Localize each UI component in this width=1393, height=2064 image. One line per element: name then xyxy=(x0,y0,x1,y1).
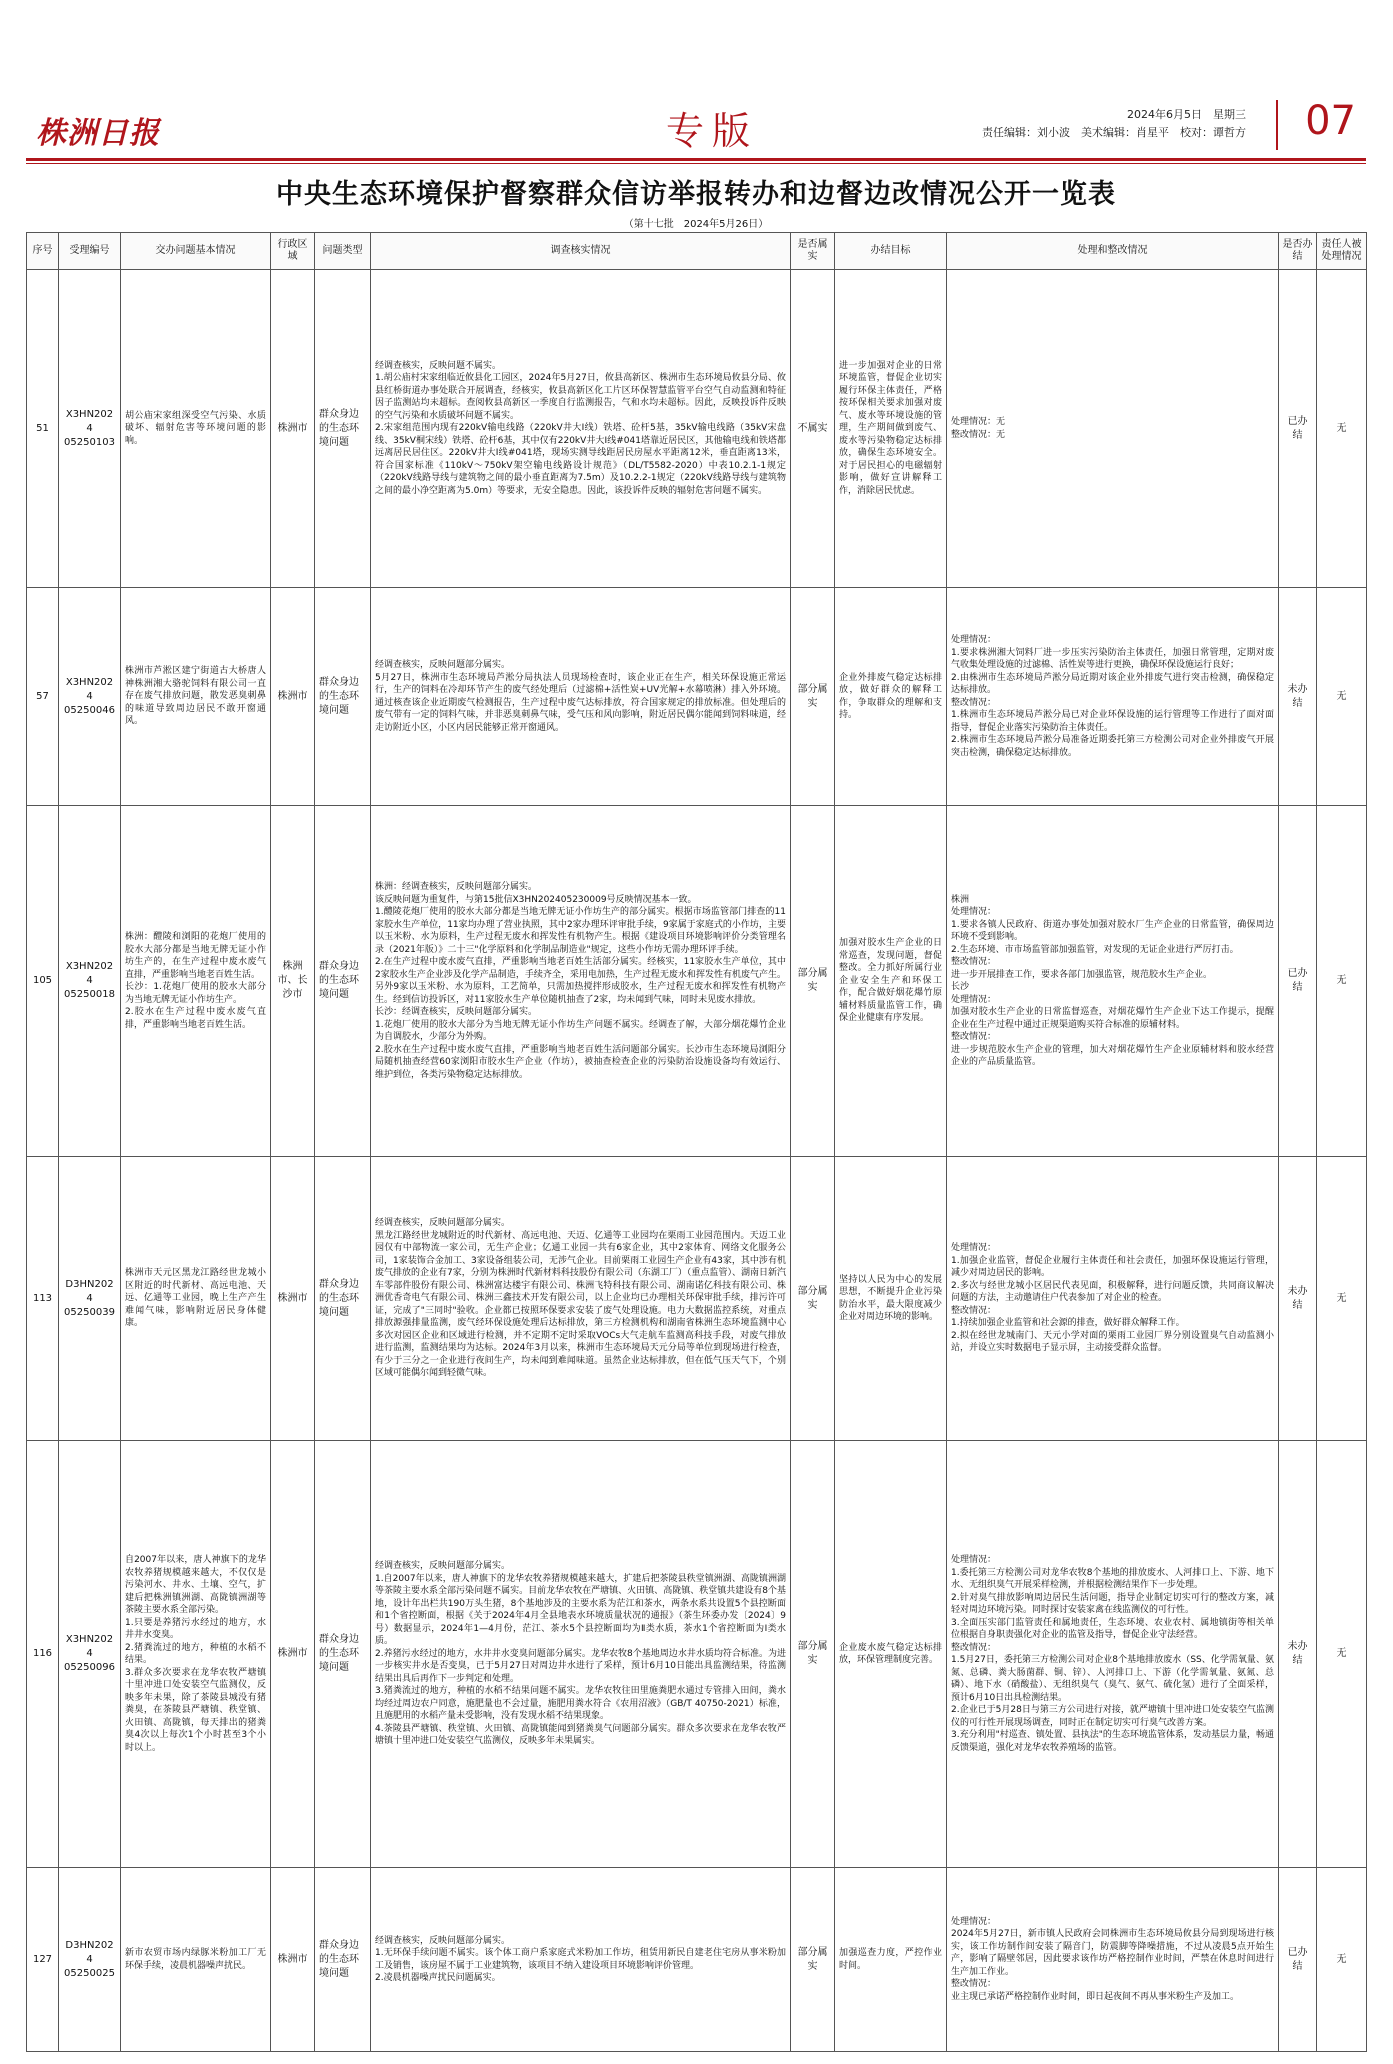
cell-done: 已办结 xyxy=(1279,270,1317,588)
header-no: 序号 xyxy=(27,233,59,270)
header-goal: 办结目标 xyxy=(835,233,947,270)
cell-done: 已办结 xyxy=(1279,1868,1317,2052)
cell-issue: 新市农贸市场内绿豚米粉加工厂无环保手续，凌晨机器噪声扰民。 xyxy=(125,1948,266,1971)
cell-handling: 处理情况： 1.要求株洲湘大饲料厂进一步压实污染防治主体责任，加强日常管理，定期对废气收集处理设施的过滤棉、活性炭等进行更换，确保环保设施运行良好； 2.由株洲市生态环境局芦淞分局近期对该企业外排废气进行突击检测，确保稳定达标排放。 整改情况： 1.株洲市生态环境局芦淞分局已对企业环保设施的运行管理等工作进行了面对面指导，督促企业落实污染防治主体责任。 2.株洲市生态环境局芦淞分局准备近期委托第三方检测公司对企业外排废气开展突击检测，确保稳定达标排放。 xyxy=(951,635,1274,758)
cell-punish: 无 xyxy=(1317,1441,1367,1868)
cell-handling: 处理情况：无 整改情况：无 xyxy=(951,417,1006,440)
header-punish: 责任人被处理情况 xyxy=(1317,233,1367,270)
cell-done: 已办结 xyxy=(1279,806,1317,1157)
cell-real: 不属实 xyxy=(791,270,835,588)
cell-issue: 株洲市天元区黑龙江路经世龙城小区附近的时代新材、高远电池、天远、亿通等工业园，晚上生产产生难闻气味，影响附近居民身体健康。 xyxy=(125,1268,266,1329)
cell-issue: 株洲：醴陵和浏阳的花炮厂使用的胶水大部分都是当地无牌无证小作坊生产的，在生产过程中废水废气直排，严重影响当地老百姓生活。 长沙：1.花炮厂使用的胶水大部分为当地无牌无证小作坊生产。 2.胶水在生产过程中废水废气直排，严重影响当地老百姓生活。 xyxy=(125,932,266,1030)
cell-code: X3HN2024 05250046 xyxy=(59,588,121,806)
cell-region: 株洲市、长沙市 xyxy=(271,806,315,1157)
masthead-rule-thin xyxy=(26,163,1366,164)
header-code: 受理编号 xyxy=(59,233,121,270)
cell-no: 57 xyxy=(27,588,59,806)
cell-handling: 株洲 处理情况： 1.要求各镇人民政府、街道办事处加强对胶水厂生产企业的日常监管，确保周边环境不受到影响。 2.生态环境、市市场监管部加强监管，对发现的无证企业进行严厉打击。 整改情况： 进一步开展排查工作，要求各部门加强监管，规范胶水生产企业。 长沙 处理情况： 加强对胶水生产企业的日常监督巡查，对烟花爆竹生产企业下达工作提示，提醒企业在生产过程中通过正规渠道购买符合标准的原辅材料。 整改情况： 进一步规范胶水生产企业的管理，加大对烟花爆竹生产企业原辅材料和胶水经营企业的产品质量监管。 xyxy=(951,894,1274,1067)
cell-punish: 无 xyxy=(1317,1157,1367,1441)
header-issue: 交办问题基本情况 xyxy=(121,233,271,270)
masthead-divider xyxy=(1276,100,1278,150)
complaints-table xyxy=(26,232,1367,2052)
cell-punish: 无 xyxy=(1317,588,1367,806)
cell-goal: 进一步加强对企业的日常环境监管，督促企业切实履行环保主体责任，严格按环保相关要求加强对废气、废水等环境设施的管理，生产期间做到废气、废水等污染物稳定达标排放，确保生态环境安全。对于居民担心的电磁辐射影响，做好宣讲解释工作，消除居民忧虑。 xyxy=(839,360,942,496)
cell-done: 未办结 xyxy=(1279,588,1317,806)
cell-investigation: 株洲：经调查核实，反映问题部分属实。 该反映问题为重复件，与第15批信X3HN202405230009号反映情况基本一致。 1.醴陵花炮厂使用的胶水大部分都是当地无牌无证小作坊生产的部分属实。根据市场监管部门排查的11家胶水生产单位，11家均办理了营业执照，其中2家办理环评审批手续，9家属于家庭式的小作坊，主要以玉米粉、水为原料，生产过程无废水和挥发性有机物产生。根据《建设项目环境影响评价分类管理名录（2021年版）》二十三"化学原料和化学制品制造业"规定，这些小作坊无需办理环评手续。 2.在生产过程中废水废气直排，严重影响当地老百姓生活部分属实。经核实，11家胶水生产单位，其中2家胶水生产企业涉及化学产品制造，手续齐全，采用电加热，生产过程无废水和挥发性有机废气产生。另外9家以玉米粉、水为原料，工艺简单，只需加热搅拌形成胶水，生产过程无废水和挥发性有机物产生。经到信访投诉区，对11家胶水生产单位随机抽查了2家，均未闻到气味，同时未见废水排放。 长沙：经调查核实，反映问题部分属实。 1.花炮厂使用的胶水大部分为当地无牌无证小作坊生产问题不属实。经调查了解，大部分烟花爆竹企业为自调胶水，少部分为外购。 2.胶水在生产过程中废水废气直排，严重影响当地老百姓生活问题部分属实。长沙市生态环境局浏阳分局随机抽查经营60家浏阳市胶水生产企业（作坊），被抽查检查企业的污染防治设施设备均有效运行、维护到位，各类污染物稳定达标排放。 xyxy=(375,882,786,1080)
cell-real: 部分属实 xyxy=(791,1868,835,2052)
newspaper-logo: 株洲日报 xyxy=(36,116,160,151)
header-real: 是否属实 xyxy=(791,233,835,270)
header-handling: 处理和整改情况 xyxy=(947,233,1279,270)
cell-no: 51 xyxy=(27,270,59,588)
cell-issue: 株洲市芦淞区建宁街道古大桥唐人神株洲湘大骆驼饲料有限公司一直存在废气排放问题，散发恶臭刺鼻的味道导致周边居民不敢开窗通风。 xyxy=(125,666,266,727)
cell-region: 株洲市 xyxy=(271,588,315,806)
table-row xyxy=(27,806,1367,1157)
section-title: 专版 xyxy=(666,109,759,153)
cell-region: 株洲市 xyxy=(271,1157,315,1441)
cell-no: 105 xyxy=(27,806,59,1157)
table-subtitle: （第十七批 2024年5月26日） xyxy=(623,219,769,230)
cell-real: 部分属实 xyxy=(791,1157,835,1441)
cell-punish: 无 xyxy=(1317,270,1367,588)
cell-code: X3HN2024 05250018 xyxy=(59,806,121,1157)
cell-code: X3HN2024 05250096 xyxy=(59,1441,121,1868)
cell-investigation: 经调查核实，反映问题部分属实。 黑龙江路经世龙城附近的时代新材、高远电池、天迈、亿通等工业园均在栗雨工业园范围内。天迈工业园仅有中部物流一家公司，无生产企业；亿通工业园一共有6家企业，其中2家体育、网络文化服务公司，1家装饰合金加工、3家设备组装公司，无涉气企业。目前栗雨工业园生产企业有43家，其中涉有机废气排放的企业有7家，分别为株洲时代新材料科技股份有限公司（东湖工厂）（重点监管）、湖南日新汽车零部件股份有限公司、株洲富达楼宇有限公司、株洲飞特科技有限公司、湖南诺亿科技有限公司、株洲优香奇电气有限公司、株洲三鑫技术开发有限公司，以上企业均已办理相关环保审批手续，排污许可证，完成了"三同时"验收。企业都已按照环保要求安装了废气处理设施。电力大数据监控系统，对重点排放源强排量监测，废气经环保设施处理后达标排放，第三方检测机构和湖南省株洲生态环境监测中心多次对园区企业和区域进行检测，并不定期不定时采取VOCs大气走航车监测高科技手段，对废气排放进行监测，监测结果均为达标。2024年3月以来，株洲市生态环境局天元分局等单位到现场进行检查，有少于三分之一企业进行夜间生产，均未闻到难闻味道。虽然企业达标排放，但在低气压天气下，个别区域可能偶尔闻到轻微气味。 xyxy=(375,1218,786,1379)
page-number: 07 xyxy=(1305,98,1356,144)
issue-meta xyxy=(982,106,1246,142)
table-row xyxy=(27,270,1367,588)
cell-done: 未办结 xyxy=(1279,1441,1317,1868)
cell-code: D3HN2024 05250039 xyxy=(59,1157,121,1441)
cell-no: 113 xyxy=(27,1157,59,1441)
cell-type: 群众身边的生态环境问题 xyxy=(315,1441,371,1868)
cell-real: 部分属实 xyxy=(791,1441,835,1868)
cell-type: 群众身边的生态环境问题 xyxy=(315,270,371,588)
header-type: 问题类型 xyxy=(315,233,371,270)
cell-no: 127 xyxy=(27,1868,59,2052)
table-row xyxy=(27,1868,1367,2052)
table-row xyxy=(27,588,1367,806)
cell-type: 群众身边的生态环境问题 xyxy=(315,1868,371,2052)
cell-investigation: 经调查核实，反映问题部分属实。 1.无环保手续问题不属实。该个体工商户系家庭式米粉加工作坊，租赁用新民自建老住宅房从事米粉加工及销售，该房屋不属于工业建筑物，该项目不纳入建设项目环境影响评价管理。 2.凌晨机器噪声扰民问题属实。 xyxy=(375,1935,786,1983)
cell-real: 部分属实 xyxy=(791,806,835,1157)
cell-type: 群众身边的生态环境问题 xyxy=(315,588,371,806)
masthead-rule xyxy=(26,158,1366,161)
cell-issue: 胡公庙宋家组深受空气污染、水质破坏、辐射危害等环境问题的影响。 xyxy=(125,410,266,446)
cell-handling: 处理情况： 1.加强企业监管，督促企业履行主体责任和社会责任，加强环保设施运行管理，减少对周边居民的影响。 2.多次与经世龙城小区居民代表见面，积极解释，进行问题反馈，共同商议解决问题的方法，主动邀请住户代表参加了对企业的检查。 整改情况： 1.持续加强企业监管和社会源的排查，做好群众解释工作。 2.拟在经世龙城南门、天元小学对面的栗雨工业园厂界分别设置臭气自动监测小站，并设立实时数据电子显示屏，主动接受群众监督。 xyxy=(951,1243,1274,1354)
cell-goal: 企业外排废气稳定达标排放，做好群众的解释工作，争取群众的理解和支持。 xyxy=(839,672,942,720)
cell-investigation: 经调查核实，反映问题部分属实。 5月27日，株洲市生态环境局芦淞分局执法人员现场检查时，该企业正在生产，相关环保设施正常运行，生产的饲料在冷却环节产生的废气经处理后（过滤棉+活性炭+UV光解+水幕喷淋）排入外环境。通过核查该企业近期废气检测报告，生产过程中废气达标排放，符合国家规定的排放标准。但处理后的废气带有一定的饲料气味，并非恶臭刺鼻气味，受气压和风向影响，附近居民偶尔能闻到饲料味道，经走访附近小区，小区内居民能够正常开窗通风。 xyxy=(375,660,786,733)
cell-goal: 加强对胶水生产企业的日常巡查，发现问题，督促整改。全力抓好所属行业企业安全生产和环保工作，配合做好烟花爆竹原辅材料质量监管工作，确保企业健康有序发展。 xyxy=(839,938,942,1024)
header-done: 是否办结 xyxy=(1279,233,1317,270)
cell-goal: 企业废水废气稳定达标排放，环保管理制度完善。 xyxy=(839,1642,942,1665)
header-region: 行政区域 xyxy=(271,233,315,270)
masthead xyxy=(26,100,1366,152)
cell-goal: 加强巡查力度，严控作业时间。 xyxy=(839,1948,942,1971)
cell-handling: 处理情况： 1.委托第三方检测公司对龙华农牧8个基地的排放废水、人河排口上、下游、地下水、无组织臭气开展采样检测，并根据检测结果作下一步处理。 2.针对臭气排放影响周边居民生活问题，指导企业制定切实可行的整改方案，减轻对周边环境污染。同时探讨安装家禽在线监测仪的可行性。 3.全面压实部门监管责任和属地责任，生态环境、农业农村、属地镇街等相关单位根据自身职责强化对企业的监管及指导，督促企业守法经营。 整改情况： 1.5月27日，委托第三方检测公司对企业8个基地排放废水（SS、化学需氧量、氨氮、总磷、粪大肠菌群、铜、锌）、人河排口上、下游（化学需氧量、氨氮、总磷）、地下水（硝酸盐）、无组织臭气（臭气、氨气、硫化氢）进行了全面采样，预计6月10日出具检测结果。 2.企业已于5月28日与第三方公司进行对接，就严塘镇十里冲进口处安装空气监测仪的可行性开展现场调查，同时正在制定切实可行臭气改善方案。 3.充分利用"村巡查、镇处置、县执法"的生态环境监管体系，发动基层力量，畅通反馈渠道，强化对龙华农牧养殖场的监管。 xyxy=(951,1555,1274,1753)
cell-type: 群众身边的生态环境问题 xyxy=(315,806,371,1157)
cell-region: 株洲市 xyxy=(271,1441,315,1868)
cell-goal: 坚持以人民为中心的发展思想，不断提升企业污染防治水平，最大限度减少企业对周边环境的影响。 xyxy=(839,1274,942,1322)
cell-punish: 无 xyxy=(1317,1868,1367,2052)
table-title: 中央生态环境保护督察群众信访举报转办和边督边改情况公开一览表 xyxy=(276,179,1116,210)
table-row xyxy=(27,1441,1367,1868)
cell-region: 株洲市 xyxy=(271,1868,315,2052)
cell-investigation: 经调查核实，反映问题部分属实。 1.自2007年以来，唐人神旗下的龙华农牧养猪规模越来越大，扩建后把茶陵县秩堂镇洲湖、高陇镇洲湖等茶陵主要水系全部污染问题不属实。目前龙华农牧在严塘镇、火田镇、高陇镇、秩堂镇共建设有8个基地，设计年出栏共190万头生猪，8个基地涉及的主要水系为茫江和茶水，两条水系共设置5个县控断面和1个省控断面，根据《关于2024年4月全县地表水环境质量状况的通报》（茶生环委办发〔2024〕9号）数据显示，2024年1—4月份，茫江、茶水5个县控断面均为Ⅱ类水质，茶水1个省控断面为Ⅰ类水质。 2.养猪污水经过的地方，水井井水变臭问题部分属实。龙华农牧8个基地周边水井水质均符合标准。为进一步核实井水是否变臭，已于5月27日对周边井水进行了采样，预计6月10日能出具监测结果，待监测结果出具后再作下一步判定和处理。 3.猪粪流过的地方，种植的水稻不结果问题不属实。龙华农牧往田里施粪肥水通过专管排入田间，粪水均经过周边农户同意，施肥量也不会过量，施肥用粪水符合《农用沼液》（GB/T 40750-2021）标准，且施肥用的水稻产量未受影响，没有发现水稻不结果现象。 4.茶陵县严塘镇、秩堂镇、火田镇、高陇镇能闻到猪粪臭气问题部分属实。群众多次要求在龙华农牧严塘镇十里冲进口处安装空气监测仪，反映多年未果属实。 xyxy=(375,1561,786,1747)
cell-type: 群众身边的生态环境问题 xyxy=(315,1157,371,1441)
table-header-row xyxy=(27,233,1367,270)
table-row xyxy=(27,1157,1367,1441)
cell-region: 株洲市 xyxy=(271,270,315,588)
cell-investigation: 经调查核实，反映问题不属实。 1.胡公庙村宋家组临近攸县化工园区，2024年5月27日，攸县高新区、株洲市生态环境局攸县分局、攸县红桥街道办事处联合开展调查，经核实，攸县高新区化工片区环保智慧监管平台空气自动监测和特征因子监测站均未超标。查阅攸县高新区一季度自行监测报告，气和水均未超标。因此，反映投诉件反映的空气污染和水质破坏问题不属实。 2.宋家组范围内现有220kV输电线路（220kV井大Ⅰ线）铁塔、砼杆5基，35kV输电线路（35kV宋盘线、35kV桐宋线）铁塔、砼杆6基，其中仅有220kV井大Ⅰ线#041塔靠近居民区，其他输电线和铁塔都远离居民居住区。220kV井大Ⅰ线#041塔，现场实测导线距居民房屋水平距离12米，垂直距离13米，符合国家标准《110kV～750kV架空输电线路设计规范》（DL/T5582-2020）中表10.2.1-1规定（220kV线路导线与建筑物之间的最小垂直距离为7.5m）及10.2.2-1规定（220kV线路导线与建筑物之间的最小净空距离为5.0m）等要求，无安全隐患。因此，该投诉件反映的辐射危害问题不属实。 xyxy=(375,360,786,496)
cell-punish: 无 xyxy=(1317,806,1367,1157)
issue-date: 2024年6月5日 星期三 xyxy=(1127,108,1246,121)
cell-done: 未办结 xyxy=(1279,1157,1317,1441)
cell-handling: 处理情况： 2024年5月27日，新市镇人民政府会同株洲市生态环境局攸县分局到现场进行核实，该工作坊制作间安装了隔音门，防震脚等降噪措施，不过从凌晨5点开始生产，影响了隔壁邻居，因此要求该作坊严格控制作业时间，严禁在休息时间进行生产加工作业。 整改情况： 业主现已承诺严格控制作业时间，即日起夜间不再从事米粉生产及加工。 xyxy=(951,1916,1274,2002)
cell-code: D3HN2024 05250025 xyxy=(59,1868,121,2052)
cell-issue: 自2007年以来，唐人神旗下的龙华农牧养猪规模越来越大，不仅仅是污染河水、井水、土壤、空气，扩建后把株洲镇洲湖、高陇镇洲湖等茶陵主要水系全部污染。 1.只要是养猪污水经过的地方，水井井水变臭。 2.猪粪流过的地方，种植的水稻不结果。 3.群众多次要求在龙华农牧严塘镇十里冲进口处安装空气监测仪，反映多年未果，除了茶陵县城没有猪粪臭，在茶陵县严塘镇、秩堂镇、火田镇、高陇镇，每天排出的猪粪臭4次以上每次1个小时甚至3个小时以上。 xyxy=(125,1555,266,1753)
cell-code: X3HN2024 05250103 xyxy=(59,270,121,588)
header-investigation: 调查核实情况 xyxy=(371,233,791,270)
cell-no: 116 xyxy=(27,1441,59,1868)
editors-line: 责任编辑：刘小波 美术编辑：肖星平 校对：谭哲方 xyxy=(982,126,1246,139)
cell-real: 部分属实 xyxy=(791,588,835,806)
